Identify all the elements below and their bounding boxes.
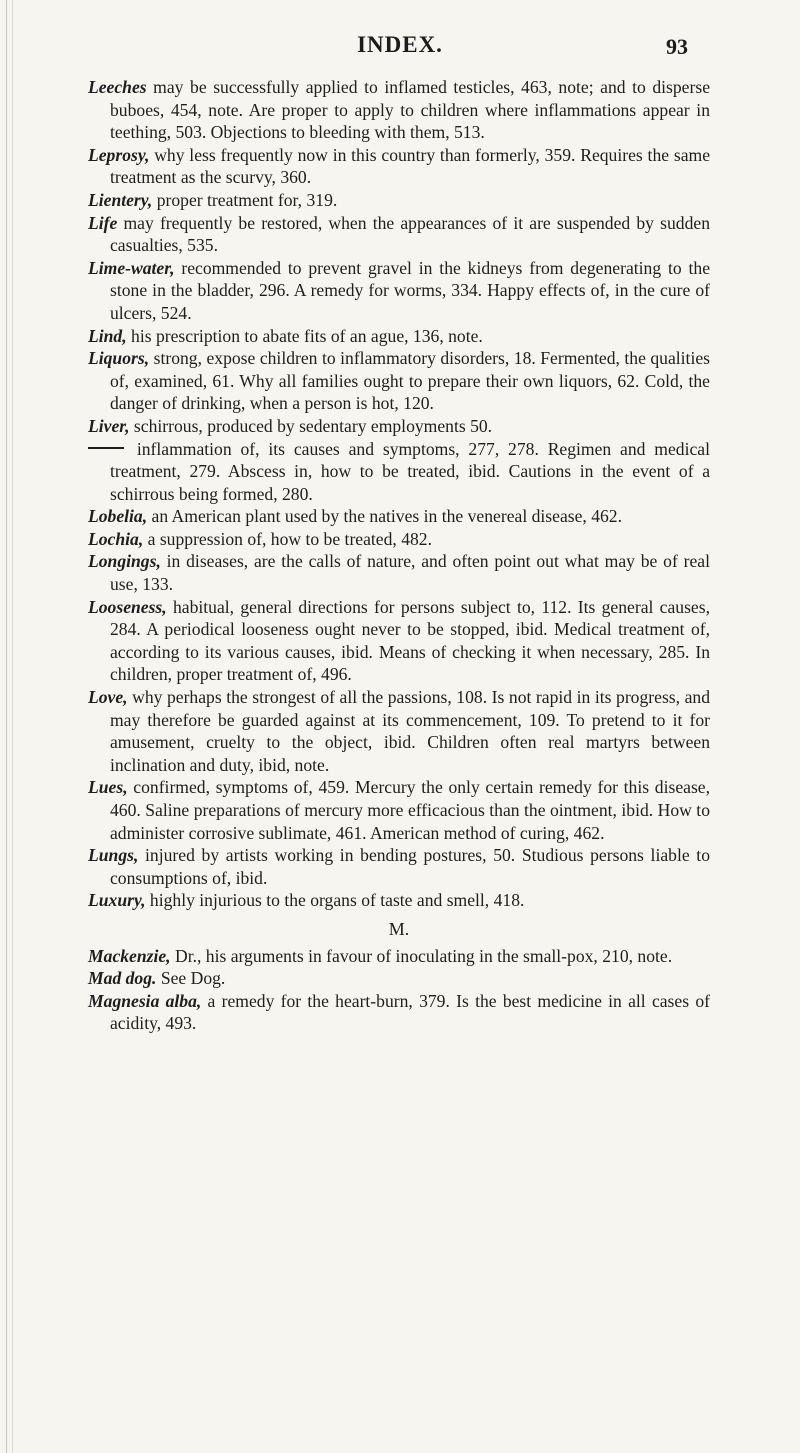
- entry-text: may be successfully applied to inflamed testicles, 463, note; and to disperse buboes, 454, note. Are proper to apply to children where inflammations appear in teething, 503. Objections to bleeding with them, 513.: [110, 77, 710, 143]
- entry-text: schirrous, produced by sedentary employments 50.: [129, 415, 493, 436]
- index-entry: [88, 596, 710, 686]
- entry-headword: Leprosy,: [88, 144, 150, 165]
- entry-headword: Lochia,: [88, 528, 144, 549]
- index-entry: [88, 990, 710, 1035]
- entry-text: habitual, general directions for persons subject to, 112. Its general causes, 284. A periodical looseness ought never to be stopped, ibid. Medical treatment of, according to its various causes, ibid. Means of checking it when necessary, 285. In children, proper treatment of, 496.: [110, 596, 710, 685]
- index-entry: [88, 212, 710, 257]
- entry-headword: Lime-water,: [88, 257, 175, 278]
- entry-headword: Life: [88, 212, 118, 233]
- index-entry: [88, 257, 710, 325]
- index-entry: [88, 844, 710, 889]
- entry-headword: Looseness,: [88, 596, 167, 617]
- section-letter: M.: [388, 918, 410, 939]
- binding-edge-line: [12, 0, 13, 1453]
- entry-headword: Liver,: [88, 415, 130, 436]
- entry-headword: Luxury,: [88, 890, 146, 911]
- entry-text: a remedy for the heart-burn, 379. Is the best medicine in all cases of acidity, 493.: [110, 990, 710, 1034]
- entry-headword: Magnesia alba,: [88, 990, 202, 1011]
- index-entry: [88, 438, 710, 506]
- index-entry: [88, 776, 710, 844]
- ditto-dash: [88, 447, 124, 449]
- entry-headword: Lobelia,: [88, 506, 148, 527]
- entry-headword: Leeches: [88, 77, 147, 97]
- index-entries-m: [88, 945, 710, 1035]
- entry-text: injured by artists working in bending postures, 50. Studious persons liable to consumptions of, ibid.: [110, 845, 710, 888]
- entry-headword: Lues,: [88, 777, 128, 798]
- running-head: [0, 32, 800, 66]
- entry-text: See Dog.: [156, 968, 226, 989]
- index-entry: [88, 189, 710, 212]
- index-entry: [88, 76, 710, 144]
- page-number: 93: [666, 34, 688, 59]
- index-body: [88, 76, 710, 1035]
- entry-headword: Lind,: [88, 325, 127, 346]
- index-entries-l: [88, 76, 710, 912]
- index-entry: [88, 505, 710, 528]
- entry-headword: Liquors,: [88, 348, 150, 369]
- index-entry: [88, 945, 710, 968]
- binding-edge-line: [6, 0, 7, 1453]
- entry-text: confirmed, symptoms of, 459. Mercury the only certain remedy for this disease, 460. Saline preparations of mercury more efficacious than the ointment, ibid. How to administer corrosive sublimate, 461. American method of curing, 462.: [110, 777, 710, 843]
- index-entry: [88, 347, 710, 415]
- entry-headword: Lientery,: [88, 189, 153, 210]
- entry-headword: Mackenzie,: [88, 945, 171, 966]
- entry-text: proper treatment for, 319.: [152, 189, 338, 210]
- index-entry: [88, 686, 710, 776]
- entry-headword: Love,: [88, 687, 128, 708]
- entry-headword: Lungs,: [88, 845, 139, 866]
- index-entry: [88, 144, 710, 189]
- entry-text: his prescription to abate fits of an ague, 136, note.: [126, 325, 483, 346]
- index-entry: [88, 415, 710, 438]
- index-entry: [88, 889, 710, 912]
- index-entry: [88, 550, 710, 595]
- entry-headword: Longings,: [88, 551, 161, 572]
- running-title: INDEX.: [357, 32, 443, 57]
- entry-text: highly injurious to the organs of taste and smell, 418.: [145, 890, 525, 911]
- entry-text: a suppression of, how to be treated, 482.: [143, 528, 433, 549]
- entry-text: may frequently be restored, when the appearances of it are suspended by sudden casualties, 535.: [110, 212, 710, 256]
- index-entry: [88, 325, 710, 348]
- entry-headword: Mad dog.: [88, 968, 157, 989]
- entry-text: recommended to prevent gravel in the kidneys from degenerating to the stone in the bladder, 296. A remedy for worms, 334. Happy effects of, in the cure of ulcers, 524.: [110, 257, 710, 323]
- entry-text: Dr., his arguments in favour of inoculating in the small-pox, 210, note.: [170, 945, 673, 966]
- entry-text: in diseases, are the calls of nature, and often point out what may be of real use, 133.: [110, 551, 710, 595]
- index-entry: [88, 528, 710, 551]
- entry-text: strong, expose children to inflammatory disorders, 18. Fermented, the qualities of, examined, 61. Why all families ought to prepare their own liquors, 62. Cold, the danger of drinking, when a person is hot, 120.: [110, 348, 710, 414]
- entry-text: inflammation of, its causes and symptoms, 277, 278. Regimen and medical treatment, 279. Abscess in, how to be treated, ibid. Cautions in the event of a schirrous being formed, 280.: [110, 438, 710, 504]
- index-entry: [88, 967, 710, 990]
- entry-text: an American plant used by the natives in the venereal disease, 462.: [147, 506, 623, 527]
- entry-text: why perhaps the strongest of all the passions, 108. Is not rapid in its progress, and may therefore be guarded against at its commencement, 109. To pretend to it for amusement, cruelty to the object, ibid. Children often real martyrs between inclination and duty, ibid, note.: [110, 687, 710, 775]
- entry-text: why less frequently now in this country than formerly, 359. Requires the same treatment as the scurvy, 360.: [110, 144, 710, 188]
